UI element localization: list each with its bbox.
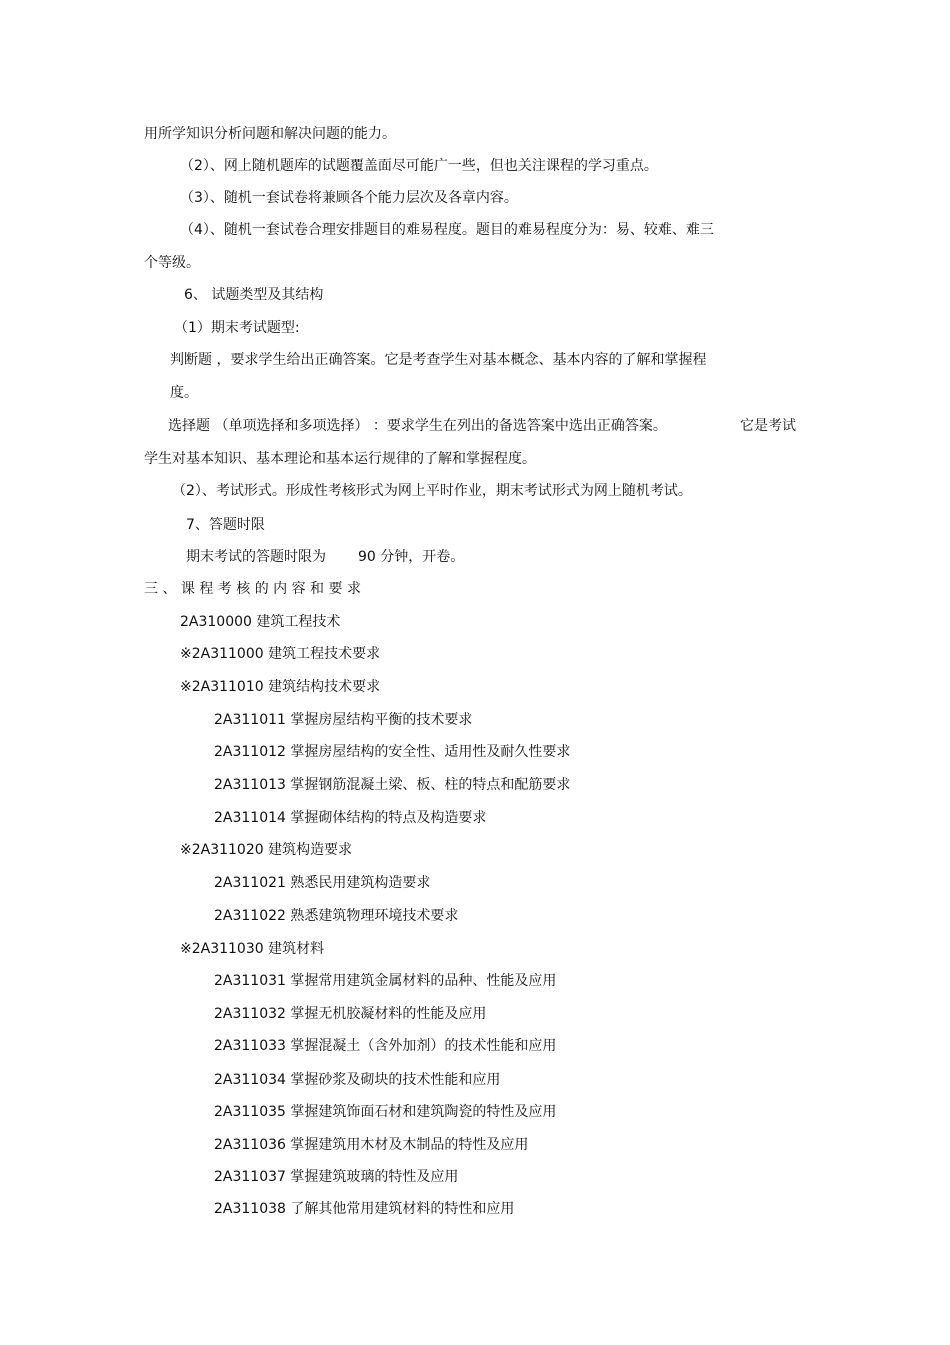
- text-line: （1）期末考试题型:: [174, 320, 300, 336]
- outline-item-level2: ※2A311020 建筑构造要求: [180, 842, 353, 858]
- text-line: （3）、随机一套试卷将兼顾各个能力层次及各章内容。: [180, 190, 518, 206]
- outline-item-level3: 2A311014 掌握砌体结构的特点及构造要求: [214, 810, 487, 826]
- text-line: 90 分钟，开卷。: [358, 549, 465, 565]
- outline-item-level3: 2A311012 掌握房屋结构的安全性、适用性及耐久性要求: [214, 744, 571, 760]
- outline-item-level3: 2A311033 掌握混凝土（含外加剂）的技术性能和应用: [214, 1038, 557, 1054]
- text-line: 度。: [170, 385, 198, 401]
- text-line: 学生对基本知识、基本理论和基本运行规律的了解和掌握程度。: [144, 451, 536, 467]
- section-heading: 三 、 课 程 考 核 的 内 容 和 要 求: [144, 581, 361, 597]
- outline-item-level3: 2A311022 熟悉建筑物理环境技术要求: [214, 908, 459, 924]
- outline-item-level3: 2A311031 掌握常用建筑金属材料的品种、性能及应用: [214, 973, 557, 989]
- text-line: 判断题 ，要求学生给出正确答案。它是考查学生对基本概念、基本内容的了解和掌握程: [170, 352, 707, 368]
- outline-item-level3: 2A311034 掌握砂浆及砌块的技术性能和应用: [214, 1072, 501, 1088]
- text-line: 期末考试的答题时限为: [186, 549, 326, 565]
- outline-item-level2: ※2A311000 建筑工程技术要求: [180, 646, 381, 662]
- section-heading: 6、 试题类型及其结构: [184, 287, 324, 303]
- outline-item-level3: 2A311021 熟悉民用建筑构造要求: [214, 875, 431, 891]
- outline-item-level3: 2A311035 掌握建筑饰面石材和建筑陶瓷的特性及应用: [214, 1104, 557, 1120]
- outline-item-level3: 2A311036 掌握建筑用木材及木制品的特性及应用: [214, 1137, 529, 1153]
- text-line: 它是考试: [740, 418, 796, 434]
- outline-item-level3: 2A311011 掌握房屋结构平衡的技术要求: [214, 712, 473, 728]
- outline-item-level3: 2A311037 掌握建筑玻璃的特性及应用: [214, 1169, 459, 1185]
- text-line: （4）、随机一套试卷合理安排题目的难易程度。题目的难易程度分为：易、较难、难三: [180, 222, 714, 238]
- section-heading: 7、答题时限: [186, 517, 265, 533]
- text-line: （2）、考试形式。形成性考核形式为网上平时作业，期末考试形式为网上随机考试。: [172, 483, 692, 499]
- outline-item-level3: 2A311013 掌握钢筋混凝土梁、板、柱的特点和配筋要求: [214, 777, 571, 793]
- outline-item-level3: 2A311038 了解其他常用建筑材料的特性和应用: [214, 1201, 515, 1217]
- outline-item-level3: 2A311032 掌握无机胶凝材料的性能及应用: [214, 1006, 487, 1022]
- text-line: 个等级。: [144, 255, 200, 271]
- outline-item-level2: ※2A311030 建筑材料: [180, 941, 325, 957]
- text-line: （2）、网上随机题库的试题覆盖面尽可能广一些，但也关注课程的学习重点。: [180, 158, 658, 174]
- outline-item-level1: 2A310000 建筑工程技术: [180, 614, 341, 630]
- outline-item-level2: ※2A311010 建筑结构技术要求: [180, 679, 381, 695]
- text-line: 用所学知识分析问题和解决问题的能力。: [144, 126, 396, 142]
- text-line: 选择题 （单项选择和多项选择） ：要求学生在列出的备选答案中选出正确答案。: [168, 418, 667, 434]
